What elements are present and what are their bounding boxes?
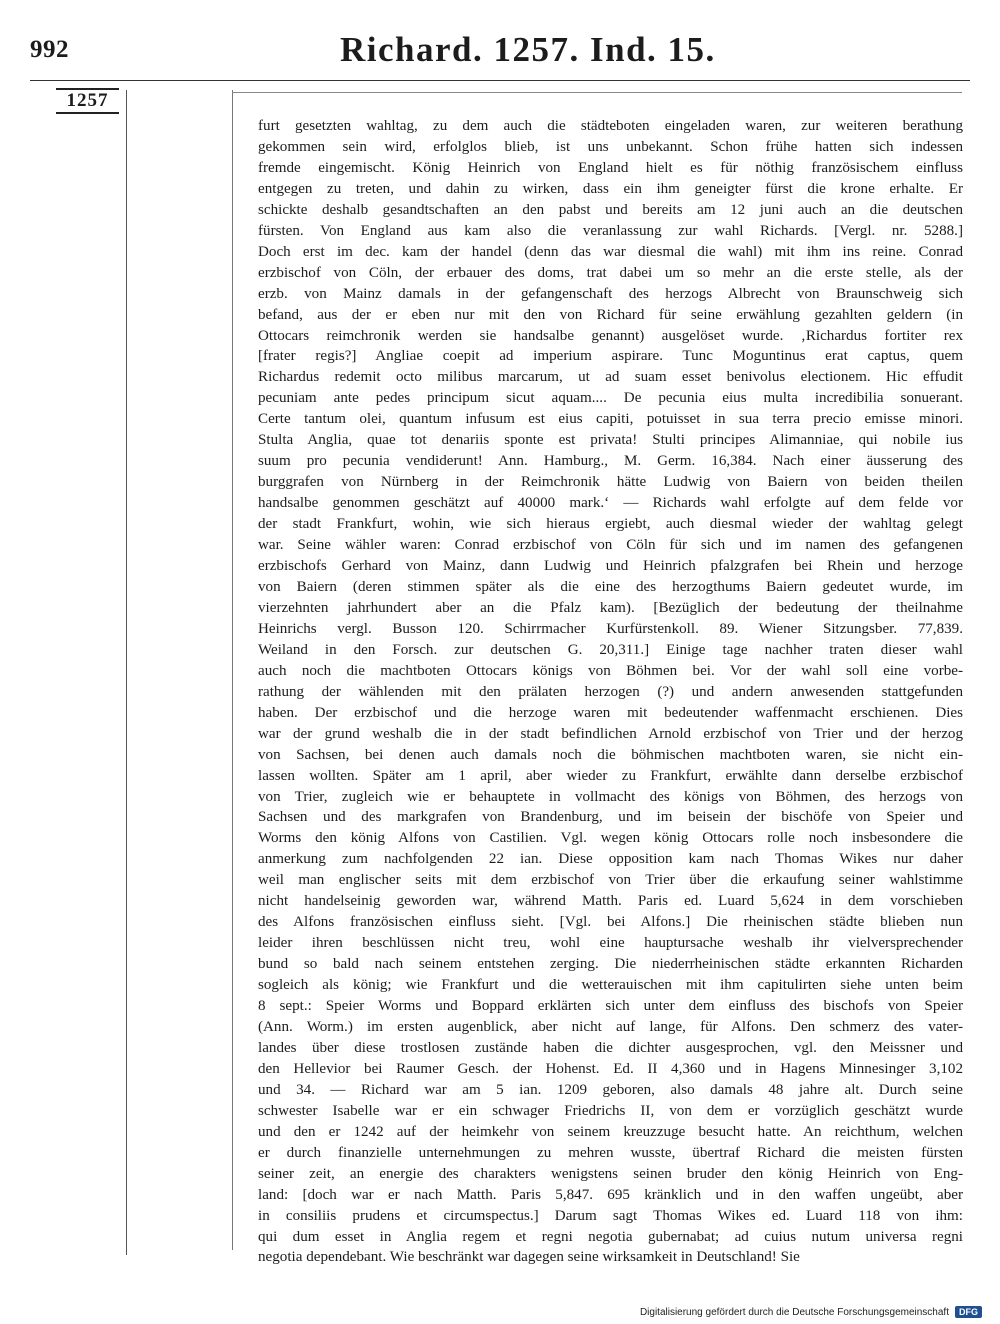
- text-line: des Alfons französischen einfluss sieht. [Vgl. bei Alfons.] Die rheinischen städte blieben nun: [258, 914, 963, 931]
- running-title: Richard. 1257. Ind. 15.: [340, 30, 716, 69]
- text-line: anmerkung zum nachfolgenden 22 ian. Diese opposition kam nach Thomas Wikes nur daher: [258, 851, 963, 868]
- text-line: Certe tantum olei, quantum infusum est eius capiti, potuisset in sua terra precio emisse minori.: [258, 411, 963, 428]
- footer-credit: [640, 1306, 982, 1318]
- body-text: [258, 116, 963, 1268]
- text-line: haben. Der erzbischof und die herzoge waren mit bedeutender waffenmacht erschienen. Dies: [258, 704, 963, 721]
- text-line: Doch erst im dec. kam der handel (denn das war diesmal die wahl) mit ihm ins reine. Conrad: [258, 243, 963, 260]
- text-line: nicht handelseinig geworden war, während Matth. Paris ed. Luard 5,624 in dem vorschieben: [258, 893, 963, 910]
- text-line: entgegen zu treten, und dahin zu wirken, dass ein ihm geneigter fürst die krone erhalte. Er: [258, 180, 963, 197]
- text-line: und den er 1242 auf der heimkehr von seinem kreuzzuge besucht hatte. An reichthum, welchen: [258, 1123, 963, 1140]
- text-line: Stulta Anglia, quae tot denariis sponte est privata! Stulti principes Alimanniae, qui nobile ius: [258, 432, 963, 449]
- text-line: Heinrichs vergl. Busson 120. Schirrmacher Kurfürstenkoll. 89. Wiener Sitzungsber. 77,839.: [258, 620, 963, 637]
- text-line: schickte deshalb gesandtschaften an den pabst und bereits am 12 juni auch an die deutschen: [258, 201, 963, 218]
- text-line: befand, aus der er eben nur mit den von Richard für seine erwählung gezahlten geldern (in: [258, 306, 963, 323]
- text-line: war der grund weshalb die in der stadt befindlichen Arnold erzbischof von Trier und der herzog: [258, 725, 963, 742]
- text-line: weil man englischer seits mit dem erzbischof von Trier über die erkaufung seiner wahlstimme: [258, 872, 963, 889]
- page-number: 992: [30, 36, 69, 63]
- text-line: Weiland in den Forsch. zur deutschen G. 20,311.] Einige tage nachher traten dieser wahl: [258, 641, 963, 658]
- text-line: burggrafen von Nürnberg in der Reimchronik hätte Ludwig von Baiern von beiden theilen: [258, 474, 963, 491]
- text-line: rathung der wählenden mit den prälaten herzogen (?) und andern anwesenden stattgefunden: [258, 683, 963, 700]
- text-line: bund so bald nach seinem entstehen zerging. Die niederrheinischen städte erkannten Richarden: [258, 956, 963, 973]
- text-line: negotia dependebant. Wie beschränkt war dagegen seine wirksamkeit in Deutschland! Sie: [258, 1249, 800, 1266]
- text-line: von Trier, zugleich wie er behauptete in vollmacht des königs von Böhmen, des herzogs von: [258, 788, 963, 805]
- text-line: land: [doch war er nach Matth. Paris 5,847. 695 kränklich und in den waffen ungeübt, aber: [258, 1186, 963, 1203]
- text-line: den Hellevior bei Raumer Gesch. der Hohenst. Ed. II 4,360 und in Hagens Minnesinger 3,102: [258, 1060, 963, 1077]
- dfg-logo: DFG: [955, 1306, 982, 1318]
- text-line: seiner zeit, an energie des charakters wenigstens seinen bruder den könig Heinrich von Eng-: [258, 1165, 963, 1182]
- text-line: suum pro pecunia vendiderunt! Ann. Hamburg., M. Germ. 16,384. Nach einer äusserung des: [258, 453, 963, 470]
- text-line: und 34. — Richard war am 5 ian. 1209 geboren, also damals 48 jahre alt. Durch seine: [258, 1081, 963, 1098]
- text-line: Richardus redemit octo milibus marcarum, ut ad suam esset benivolus electionem. Hic effudit: [258, 369, 963, 386]
- text-line: lassen wollten. Später am 1 april, aber wieder zu Frankfurt, erwählte dann derselbe erzbischof: [258, 767, 963, 784]
- text-line: er durch finanzielle unternehmungen zu mehren wusste, übertraf Richard die meisten fürsten: [258, 1144, 963, 1161]
- text-line: der stadt Frankfurt, wohin, wie sich hieraus ergiebt, auch diesmal wieder der wahltag gelegt: [258, 516, 963, 533]
- footer-credit-text: Digitalisierung gefördert durch die Deutsche Forschungsgemeinschaft: [639, 1306, 949, 1318]
- text-line: handsalbe genommen geschätzt auf 40000 mark.‘ — Richards wahl erfolgte auf dem felde vor: [258, 495, 963, 512]
- text-line: erzbischofs Gerhard von Mainz, dann Ludwig und Heinrich pfalzgrafen bei Rhein und herzoge: [258, 558, 963, 575]
- inner-column-rule: [232, 90, 233, 1250]
- margin-year: 1257: [56, 88, 119, 114]
- text-line: von Sachsen, bei denen auch damals noch die böhmischen machtboten waren, sie nicht ein-: [258, 746, 963, 763]
- text-line: landes über diese trostlosen zustände haben die dichter ausgesprochen, vgl. den Meissner und: [258, 1039, 963, 1056]
- text-line: erzb. von Mainz damals in der gefangenschaft des herzogs Albrecht von Braunschweig sich: [258, 285, 963, 302]
- text-line: von Baiern (deren stimmen später als die eine des herzogthums Baiern gedeutet wurde, im: [258, 578, 963, 595]
- text-line: Ottocars reimchronik werden sie handsalbe genannt) ausgelöset wurde. ‚Richardus fortiter rex: [258, 327, 963, 344]
- text-line: auch noch die machtboten Ottocars königs von Böhmen bei. Vor der wahl soll eine vorbe-: [258, 662, 963, 679]
- text-line: [frater regis?] Angliae coepit ad imperium aspirare. Tunc Moguntinus erat captus, quem: [258, 348, 963, 365]
- text-line: Sachsen und des markgrafen von Brandenburg, und im beisein der bischöfe von Speier und: [258, 809, 963, 826]
- text-line: fürsten. Von England aus kam also die veranlassung zur wahl Richards. [Vergl. nr. 5288.]: [258, 222, 963, 239]
- text-line: vierzehnten jahrhundert aber an die Pfalz kam). [Bezüglich der bedeutung der theilnahme: [258, 599, 963, 616]
- header-rule: [30, 80, 970, 81]
- text-top-rule: [232, 92, 962, 93]
- text-line: in consiliis prudens et circumspectus.] Darum sagt Thomas Wikes ed. Luard 118 von ihm:: [258, 1207, 963, 1224]
- margin-rule: [126, 90, 127, 1255]
- text-line: sogleich als könig; wie Frankfurt und die wetterauischen mit ihm capitulirten siehe unten beim: [258, 977, 963, 994]
- text-line: schwester Isabelle war er ein schwager Friedrichs II, von dem er vorzüglich geschätzt wurde: [258, 1102, 963, 1119]
- text-line: war. Seine wähler waren: Conrad erzbischof von Cöln für sich und im namen des gefangenen: [258, 537, 963, 554]
- page-header: [30, 30, 970, 80]
- text-line: gekommen sein wird, erfolglos blieb, ist uns unbekannt. Schon frühe hatten sich indessen: [258, 138, 963, 155]
- text-line: (Ann. Worm.) im ersten augenblick, aber nicht auf lange, für Alfons. Den schmerz des vater-: [258, 1018, 963, 1035]
- text-line: 8 sept.: Speier Worms und Boppard erklärten sich unter dem einfluss des bischofs von Speier: [258, 998, 963, 1015]
- text-line: leider ihren beschlüssen nicht treu, wohl eine hauptursache weshalb ihr vielversprechender: [258, 935, 963, 952]
- text-line: qui dum esset in Anglia regem et regni negotia gubernabat; ad cuius nutum universa regni: [258, 1228, 963, 1245]
- text-line: pecuniam ante pedes principum sicut aquam.... De pecunia eius multa incredibilia sonuerant.: [258, 390, 963, 407]
- text-line: erzbischof von Cöln, der erbauer des doms, trat dabei um so mehr an die erste stelle, als der: [258, 264, 963, 281]
- text-line: furt gesetzten wahltag, zu dem auch die städteboten eingeladen waren, zur weiteren berathung: [258, 118, 963, 134]
- text-line: Worms den könig Alfons von Castilien. Vgl. wegen könig Ottocars rolle noch insbesondere die: [258, 830, 963, 847]
- text-line: fremde eingemischt. König Heinrich von England hielt es für nöthig französischem einfluss: [258, 159, 963, 176]
